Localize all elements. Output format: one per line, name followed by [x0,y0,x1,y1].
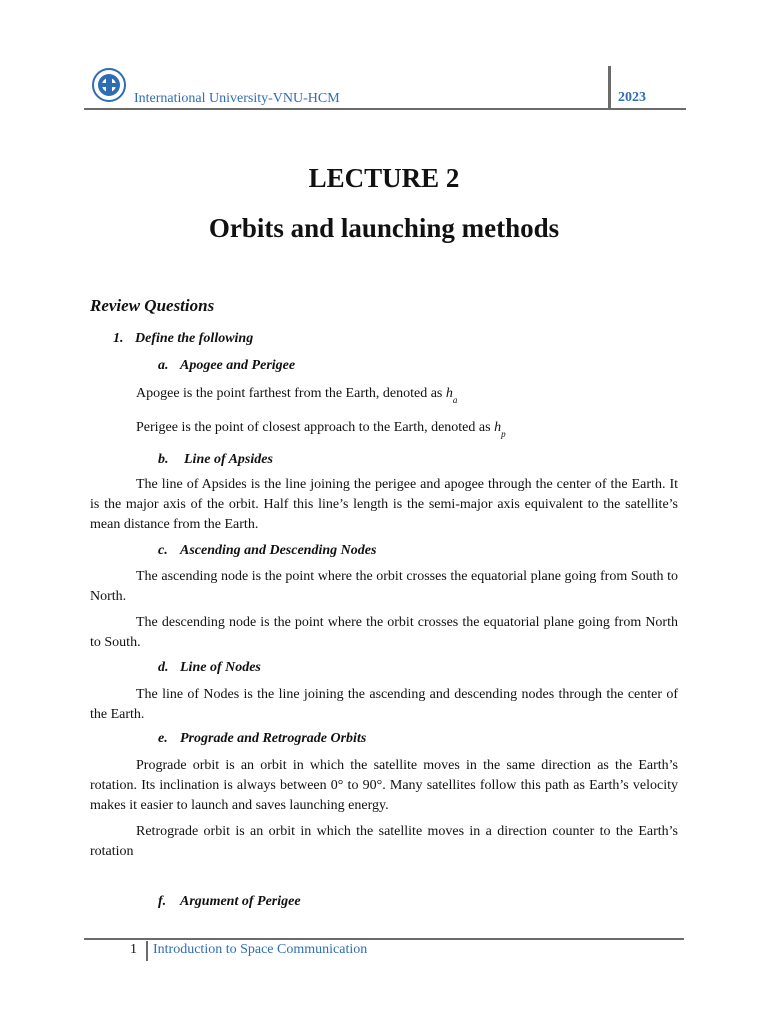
paragraph-apogee [136,384,457,410]
university-name: International University-VNU-HCM [134,91,340,106]
item-letter-e: e. [158,731,168,746]
footer-course: Introduction to Space Communication [153,942,368,957]
paragraph-nodes: The line of Nodes is the line joining the ascending and descending nodes through the center of the Earth. [90,687,678,722]
perigee-text: Perigee is the point of closest approach to the Earth, denoted as [136,420,491,435]
item-title-b: Line of Apsides [184,452,273,467]
perigee-sub: p [501,429,506,439]
paragraph-prograde: Prograde orbit is an orbit in which the satellite moves in the same direction as the Earth’s rotation. Its inclination is always between 0° to 90°. Many satellites follow this path as Earth’s velocity makes it easier to launch and saves launching energy. [90,758,678,813]
paragraph-ascending: The ascending node is the point where the orbit crosses the equatorial plane going from South to North. [90,569,678,604]
question-number: 1. [113,331,124,346]
university-logo-icon [92,68,126,102]
question-title: Define the following [135,331,254,346]
item-title-e: Prograde and Retrograde Orbits [180,731,367,746]
footer-divider [146,941,148,961]
lecture-subtitle: Orbits and launching methods [208,213,560,243]
item-letter-b: b. [158,452,169,467]
item-title-a: Apogee and Perigee [180,358,296,373]
paragraph-perigee [136,418,506,444]
apogee-text: Apogee is the point farthest from the Earth, denoted as [136,386,443,401]
apogee-var: h [445,386,453,401]
header-rule [84,108,686,110]
item-letter-d: d. [158,660,169,675]
item-title-d: Line of Nodes [180,660,261,675]
lecture-title: LECTURE 2 [308,163,460,193]
page-number: 1 [130,942,137,957]
paragraph-retrograde: Retrograde orbit is an orbit in which the satellite moves in a direction counter to the Earth’s rotation [90,824,678,859]
section-heading: Review Questions [90,296,215,315]
paragraph-descending: The descending node is the point where the orbit crosses the equatorial plane going from North to South. [90,615,678,650]
header-year: 2023 [618,90,646,105]
item-letter-a: a. [158,358,169,373]
footer-rule [84,938,684,940]
apogee-sub: a [452,395,458,405]
perigee-var: h [494,420,502,435]
header-divider [608,66,611,110]
item-title-c: Ascending and Descending Nodes [180,543,377,558]
item-title-f: Argument of Perigee [180,894,301,909]
paragraph-apsides: The line of Apsides is the line joining the perigee and apogee through the center of the Earth. It is the major axis of the orbit. Half this line’s length is the semi-major axis equivalent to the satellite’s mean distance from the Earth. [90,477,678,532]
item-letter-f: f. [158,894,167,909]
item-letter-c: c. [158,543,168,558]
